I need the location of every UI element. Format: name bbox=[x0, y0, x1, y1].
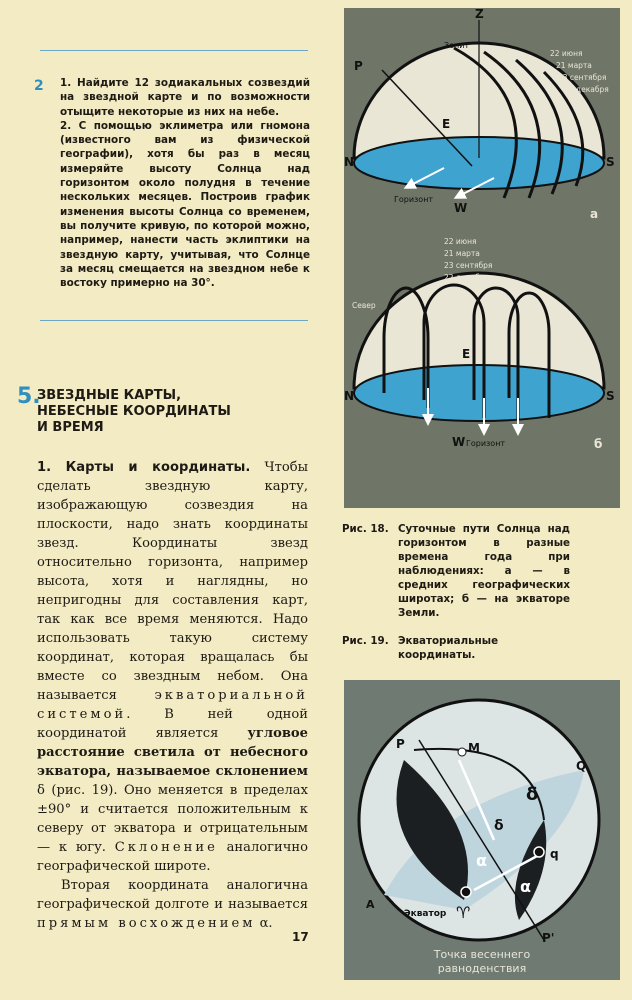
label-S: S bbox=[606, 389, 615, 403]
body-text-run: аналогично географической широте. bbox=[37, 840, 308, 874]
top-rule bbox=[40, 50, 308, 51]
task-item-1: 1. Найдите 12 зодиакальных созвездий на звездной карте и по возможности отыщите некоторые из них на небе. bbox=[60, 77, 310, 118]
body-text-run: α. bbox=[255, 916, 273, 931]
section-number: 5. bbox=[17, 384, 41, 409]
term-equatorial-system: экваториальной системой bbox=[37, 688, 308, 722]
body-paragraph-2 bbox=[37, 876, 308, 933]
figure-18a bbox=[344, 8, 615, 221]
vernal-point-caption: Точка весеннего bbox=[433, 948, 531, 961]
caption-label: Рис. 19. bbox=[342, 635, 389, 647]
star-M bbox=[458, 748, 466, 756]
label-horizon: Горизонт bbox=[466, 439, 506, 448]
section-title bbox=[37, 388, 267, 436]
panel-letter: а bbox=[590, 207, 599, 221]
path-label: 21 марта bbox=[444, 249, 480, 258]
label-P: P bbox=[396, 737, 405, 751]
label-N: N bbox=[344, 155, 355, 169]
label-W: W bbox=[452, 435, 466, 449]
task-block bbox=[60, 76, 310, 290]
label-E: E bbox=[442, 117, 451, 131]
point-q bbox=[534, 847, 544, 857]
caption-label: Рис. 18. bbox=[342, 523, 389, 535]
figure-captions bbox=[342, 522, 570, 676]
vernal-point-caption: равноденствия bbox=[437, 962, 527, 975]
label-delta: δ bbox=[494, 818, 504, 834]
subsection-heading: 1. Карты и координаты. bbox=[37, 460, 251, 475]
definition-declination: угловое расстояние светила от небесного экватора, называемое склонением bbox=[37, 726, 308, 779]
caption-text: Экваториальные координаты. bbox=[398, 635, 499, 661]
figure-18 bbox=[344, 8, 620, 508]
aries-symbol: ♈ bbox=[456, 903, 471, 922]
task-number: 2 bbox=[34, 78, 44, 94]
label-S: S bbox=[606, 155, 615, 169]
task-item-2: 2. С помощью эклиметра или гномона (известного вам из физической географии), хотя бы раз в месяц измеряйте высоту Солнца над горизонтом около полудня в течение нескольких месяцев. Построив график изменения высоты Солнца со временем, вы получите кривую, по которой можно, например, нанести часть эклиптики на звездную карту, учитывая, что Солнце за месяц смещается на звездном небе к востоку примерно на 30°. bbox=[60, 119, 310, 290]
body-text-run: Вторая координата аналогична географической долготе и называется bbox=[37, 878, 308, 912]
body-text-run: . В ней одной координатой является bbox=[37, 707, 308, 741]
label-q: q bbox=[550, 847, 559, 861]
panel-letter: б bbox=[594, 437, 603, 451]
figure-18b bbox=[344, 237, 615, 451]
path-label: 23 сентября bbox=[558, 73, 607, 82]
page-number: 17 bbox=[292, 930, 309, 944]
path-label: 21 марта bbox=[556, 61, 592, 70]
term-right-ascension: прямым восхождением bbox=[37, 916, 256, 931]
label-M: M bbox=[468, 741, 480, 755]
vernal-point bbox=[461, 887, 471, 897]
section-title-line: НЕБЕСНЫЕ КООРДИНАТЫ bbox=[37, 404, 231, 419]
label-Z: Z bbox=[475, 8, 484, 21]
caption-text: Суточные пути Солнца над горизонтом в разные времена года при наблюдениях: а — в средних географических широтах; б — на экваторе Земли. bbox=[398, 523, 570, 619]
caption-fig18 bbox=[342, 522, 570, 620]
section-title-line: ЗВЕЗДНЫЕ КАРТЫ, bbox=[37, 388, 182, 403]
label-W: W bbox=[454, 201, 468, 215]
section-title-line: И ВРЕМЯ bbox=[37, 420, 104, 435]
path-label: 22 июня bbox=[550, 49, 583, 58]
label-equator: Экватор bbox=[404, 909, 447, 919]
body-paragraph-1 bbox=[37, 458, 308, 876]
label-N: N bbox=[344, 389, 355, 403]
bottom-rule bbox=[40, 320, 308, 321]
path-label: 22 июня bbox=[444, 237, 477, 246]
path-label: 22 декабря bbox=[444, 273, 489, 282]
body-text bbox=[37, 458, 308, 933]
caption-fig19 bbox=[342, 634, 570, 662]
label-zenith: Зенит bbox=[444, 41, 470, 50]
label-A: A bbox=[366, 898, 375, 911]
path-label: 22 декабря bbox=[564, 85, 609, 94]
label-Q: Q bbox=[576, 759, 587, 773]
label-P: P bbox=[354, 59, 363, 73]
term-declination: Склонение bbox=[114, 840, 218, 855]
path-label: 23 сентября bbox=[444, 261, 493, 270]
label-P-prime: P' bbox=[542, 931, 555, 945]
label-E: E bbox=[462, 347, 471, 361]
label-horizon: Горизонт bbox=[394, 195, 434, 204]
body-text-run: Чтобы сделать звездную карту, изображающую созвездия на плоскости, надо знать координаты звезд. Координаты звезд относительно горизонта, например высота, хотя и наглядны, но непригодны для составления карт, так как все время меняются. Надо использовать такую систему координат, которая вращалась бы вместе со звездным небом. Она называется bbox=[37, 460, 309, 703]
horizon-plane bbox=[354, 365, 604, 421]
figure-19 bbox=[344, 680, 620, 980]
body-text-run: δ (рис. 19). Оно меняется в пределах ±90° и считается положительным к северу от экватора и отрицательным — к югу. bbox=[37, 783, 308, 855]
label-alpha: α bbox=[476, 851, 487, 870]
path-label: Север bbox=[352, 301, 376, 310]
label-delta: δ bbox=[526, 784, 539, 805]
label-alpha: α bbox=[520, 877, 531, 896]
